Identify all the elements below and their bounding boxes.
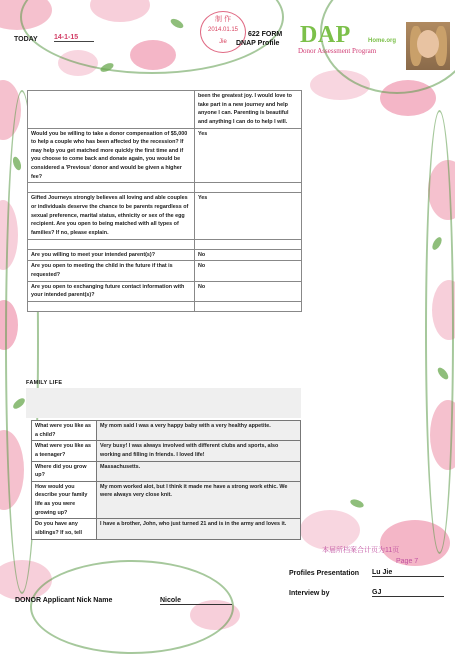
interview-label: Interview by [289, 590, 330, 597]
page-number: Page 7 [396, 558, 419, 565]
answer-cell: No [195, 249, 302, 261]
questionnaire-table [27, 90, 302, 312]
answer-cell: I have a brother, John, who just turned 21 and is in the army and loves it. [97, 519, 301, 539]
donor-photo [406, 22, 450, 70]
table-row [32, 519, 301, 539]
table-row [32, 481, 301, 519]
answer-cell [195, 183, 302, 193]
flower-decoration [300, 510, 360, 550]
answer-cell: been the greatest joy. I would love to take part in a new journey and help anyone I can. Parenting is beautiful and anything I can do to help I will. [195, 91, 302, 129]
answer-cell: Massachusetts. [97, 461, 301, 481]
table-row [28, 91, 302, 129]
page-count-note: 本届所档案合计页为11页 [322, 547, 400, 554]
answer-cell: My mom said I was a very happy baby with a very healthy appetite. [97, 421, 301, 441]
profiles-presentation-label: Profiles Presentation [289, 570, 360, 577]
table-row [28, 239, 302, 249]
family-life-notes-box [26, 406, 301, 418]
answer-cell [195, 301, 302, 311]
table-row [32, 461, 301, 481]
table-row [28, 183, 302, 193]
question-cell: Gifted Journeys strongly believes all loving and able couples or individuals deserve the chance to be parents regardless of sexual preference, marital status, ethnicity or sex of the egg recipient. Are you open to being matched with all types of families? If no, please explain. [28, 193, 195, 239]
question-cell: Would you be willing to take a donor compensation of $5,000 to help a couple who has been affected by the recession? If may help you get matched more quickly the first time and if you choose to come back and donate again, you would be considered a 'Previous' donor and would be given a higher fee? [28, 128, 195, 183]
answer-cell: Very busy! I was always involved with different clubs and sports, also working and filling in friends. I loved life! [97, 441, 301, 461]
question-cell: Are you open to meeting the child in the future if that is requested? [28, 261, 195, 281]
family-life-table [31, 420, 301, 540]
table-row [32, 421, 301, 441]
table-row [28, 281, 302, 301]
today-value: 14-1-15 [54, 34, 94, 42]
donor-nickname-value: Nicole [160, 597, 232, 605]
question-cell [28, 91, 195, 129]
question-cell: What were you like as a teenager? [32, 441, 97, 461]
stamp-name: Jie [219, 39, 227, 45]
question-cell [28, 239, 195, 249]
answer-cell: Yes [195, 193, 302, 239]
leaf-decoration [349, 498, 365, 509]
question-cell: Are you willing to meet your intended parent(s)? [28, 249, 195, 261]
table-row [28, 128, 302, 183]
interview-value: GJ [372, 589, 444, 597]
table-row [28, 261, 302, 281]
today-label: TODAY [14, 36, 38, 43]
stamp-top-text: 制 作 [215, 16, 231, 23]
table-row [28, 249, 302, 261]
family-life-heading: FAMILY LIFE [26, 380, 63, 386]
vine-decoration [425, 110, 454, 554]
form-code: 622 FORM [248, 31, 283, 38]
question-cell [28, 183, 195, 193]
donor-nickname-label: DONOR Applicant Nick Name [15, 597, 113, 604]
question-cell: How would you describe your family life as you were growing up? [32, 481, 97, 519]
profiles-presentation-value: Lu Jie [372, 569, 444, 577]
form-title: DNAP Profile [236, 40, 280, 47]
question-cell: Do you have any siblings? If so, tell [32, 519, 97, 539]
answer-cell: No [195, 281, 302, 301]
answer-cell [195, 239, 302, 249]
dap-logo: DAP [300, 22, 351, 48]
family-life-notes-box [26, 388, 301, 406]
answer-cell: Yes [195, 128, 302, 183]
table-row [28, 301, 302, 311]
answer-cell: No [195, 261, 302, 281]
question-cell: Are you open to exchanging future contact information with your intended parent(s)? [28, 281, 195, 301]
dap-logo-subtitle: Donor Assessment Program [298, 47, 377, 55]
answer-cell: My mom worked alot, but I think it made me have a strong work ethic. We were always very close knit. [97, 481, 301, 519]
question-cell: What were you like as a child? [32, 421, 97, 441]
question-cell [28, 301, 195, 311]
table-row [32, 441, 301, 461]
dap-logo-suffix: Home.org [368, 38, 397, 44]
stamp-date: 2014.01.15 [207, 27, 239, 33]
vine-decoration [30, 560, 234, 654]
table-row [28, 193, 302, 239]
question-cell: Where did you grow up? [32, 461, 97, 481]
